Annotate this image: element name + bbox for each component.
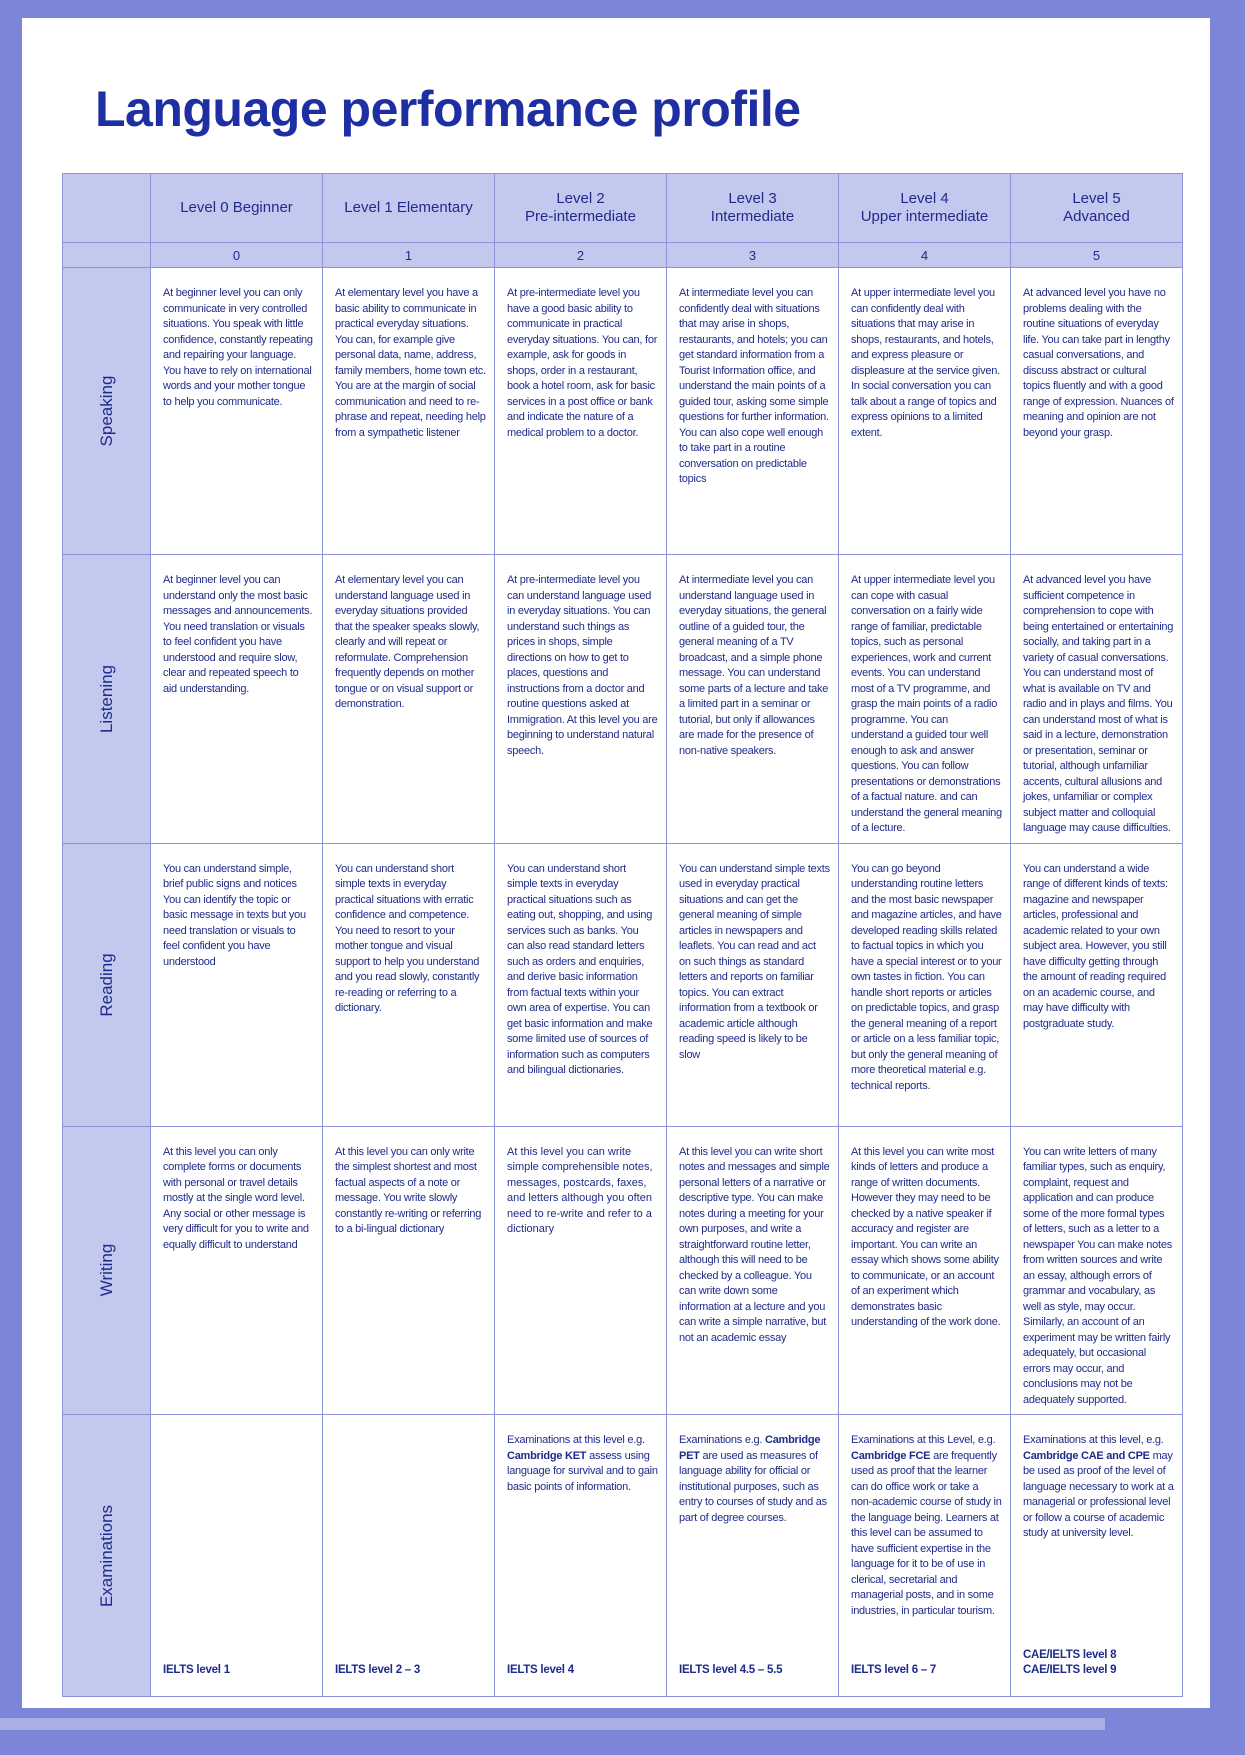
- row-label-speaking: [63, 268, 151, 555]
- level-title: Level 1 Elementary: [344, 199, 473, 216]
- row-label-examinations: [63, 1415, 151, 1697]
- level-number: 4: [839, 243, 1011, 268]
- ielts-level: IELTS level 4: [507, 1664, 574, 1676]
- cell-reading-3: You can understand simple texts used in everyday practical situations and can get the general meaning of simple articles in newspapers and leaflets. You can read and act on such things as standard letters and reports on familiar topics. You can extract information from a textbook or academic article although reading speed is likely to be slow: [667, 843, 839, 1126]
- exam-text: Examinations at this level e.g.: [507, 1434, 645, 1446]
- row-label-text: Examinations: [96, 1504, 116, 1607]
- ielts-level: IELTS level 6 – 7: [851, 1664, 937, 1676]
- profile-table: [62, 173, 1183, 1697]
- row-label-writing: [63, 1126, 151, 1415]
- cell-writing-1: At this level you can only write the simplest shortest and most factual aspects of a note or message. You write slowly constantly re-writing or referring to a bi-lingual dictionary: [323, 1126, 495, 1415]
- corner-cell: [63, 243, 151, 268]
- cell-exam-2: [495, 1415, 667, 1697]
- level-subtitle: Advanced: [1063, 208, 1130, 225]
- cell-listening-1: At elementary level you can understand language used in everyday situations provided that the speaker speaks slowly, clearly and will repeat or reformulate. Comprehension frequently depends on mother tongue or on visual support or demonstration.: [323, 555, 495, 844]
- cell-listening-4: At upper intermediate level you can cope with casual conversation on a fairly wide range of familiar, predictable topics, such as personal experiences, work and current events. You can understand most of a TV programme, and grasp the main points of a radio programme. You can understand a guided tour well enough to ask and answer questions. You can follow presentations or demonstrations of a factual nature. and can understand the general meaning of a lecture.: [839, 555, 1011, 844]
- cell-listening-5: At advanced level you have sufficient competence in comprehension to cope with being entertained or entertaining socially, and taking part in a variety of casual conversations. You can understand most of what is available on TV and radio and in plays and films. You can understand most of what is said in a lecture, demonstration or presentation, seminar or tutorial, although unfamiliar accents, cultural allusions and jokes, unfamiliar or complex subject matter and colloquial language may cause difficulties.: [1011, 555, 1183, 844]
- level-header-0: [151, 174, 323, 243]
- ielts-level: IELTS level 2 – 3: [335, 1664, 421, 1676]
- exam-name: Cambridge KET: [507, 1449, 587, 1462]
- cell-writing-2: At this level you can write simple comprehensible notes, messages, postcards, faxes, and letters although you often need to re-write and refer to a dictionary: [495, 1126, 667, 1415]
- level-number: 1: [323, 243, 495, 268]
- level-title: Level 2: [556, 190, 605, 207]
- cell-listening-3: At intermediate level you can understand language used in everyday situations, the general outline of a guided tour, the general meaning of a TV broadcast, and a simple phone message. You can understand some parts of a lecture and take a limited part in a seminar or tutorial, but only if allowances are made for the presence of non-native speakers.: [667, 555, 839, 844]
- level-number: 2: [495, 243, 667, 268]
- row-reading: [63, 843, 1183, 1126]
- bottom-strip: [0, 1718, 1105, 1730]
- cell-exam-5: [1011, 1415, 1183, 1697]
- exam-name: Cambridge PET: [679, 1434, 821, 1462]
- cell-writing-5: You can write letters of many familiar types, such as enquiry, complaint, request and application and can produce some of the more formal types of letters, such as a letter to a newspaper You can make notes from written sources and write an essay, although errors of grammar and vocabulary, as well as style, may occur. Similarly, an account of an experiment may be written fairly adequately, but occasional errors may occur, and conclusions may not be adequately supported.: [1011, 1126, 1183, 1415]
- exam-text: Examinations e.g.: [679, 1434, 765, 1446]
- cell-exam-3: [667, 1415, 839, 1697]
- page-edge-bottom: [0, 1708, 1245, 1755]
- ielts-level-line: CAE/IELTS level 9: [1023, 1664, 1117, 1676]
- page-title: Language performance profile: [95, 81, 801, 137]
- level-number: 3: [667, 243, 839, 268]
- cell-reading-2: You can understand short simple texts in everyday practical situations such as eating out, shopping, and using services such as banks. You can also read standard letters such as orders and enquiries, and derive basic information from factual texts within your own area of expertise. You can get basic information and make some limited use of sources of information such as computers and bilingual dictionaries.: [495, 843, 667, 1126]
- level-subtitle: Intermediate: [710, 208, 795, 225]
- cell-reading-1: You can understand short simple texts in everyday practical situations with erratic confidence and competence. You need to resort to your mother tongue and visual support to help you understand and you read slowly, constantly re-reading or referring to a dictionary.: [323, 843, 495, 1126]
- cell-listening-0: At beginner level you can understand only the most basic messages and announcements. You need translation or visuals to feel confident you have understood and require slow, clear and repeated speech to aid understanding.: [151, 555, 323, 844]
- cell-exam-1: [323, 1415, 495, 1697]
- cell-reading-0: You can understand simple, brief public signs and notices You can identify the topic or basic message in texts but you need translation or visuals to feel confident you have understood: [151, 843, 323, 1126]
- row-label-text: Speaking: [96, 375, 116, 447]
- row-label-reading: [63, 843, 151, 1126]
- cell-reading-5: You can understand a wide range of different kinds of texts: magazine and newspaper articles, professional and academic related to your own subject area. However, you still have difficulty getting through the amount of reading required on an academic course, and may have difficulty with postgraduate study.: [1011, 843, 1183, 1126]
- cell-listening-2: At pre-intermediate level you can understand language used in everyday situations. You can understand such things as prices in shops, simple directions on how to get to places, questions and instructions from a doctor and routine questions asked at Immigration. At this level you are beginning to understand natural speech.: [495, 555, 667, 844]
- exam-name: Cambridge FCE: [851, 1449, 931, 1462]
- cell-speaking-5: At advanced level you have no problems dealing with the routine situations of everyday life. You can take part in lengthy casual conversations, and discuss abstract or cultural topics fluently and with a good range of expression. Nuances of meaning and opinion are not beyond your grasp.: [1011, 268, 1183, 555]
- row-examinations: [63, 1415, 1183, 1697]
- row-speaking: [63, 268, 1183, 555]
- ielts-level: [1023, 1648, 1116, 1678]
- level-title: Level 4: [900, 190, 949, 207]
- row-listening: [63, 555, 1183, 844]
- level-title: Level 3: [728, 190, 777, 207]
- exam-text: Examinations at this Level, e.g.: [851, 1434, 996, 1446]
- page-edge-right: [1210, 40, 1245, 1755]
- level-header-1: [323, 174, 495, 243]
- cell-exam-4: [839, 1415, 1011, 1697]
- cell-exam-0: [151, 1415, 323, 1697]
- cell-speaking-4: At upper intermediate level you can confidently deal with situations that may arise in shops, restaurants, and hotels, and express pleasure or displeasure at the service given. In social conversation you can talk about a range of topics and express opinions to a limited extent.: [839, 268, 1011, 555]
- corner-cell: [63, 174, 151, 243]
- level-header-4: [839, 174, 1011, 243]
- cell-writing-0: At this level you can only complete forms or documents with personal or travel details mostly at the single word level. Any social or other message is very difficult for you to write and equally difficult to understand: [151, 1126, 323, 1415]
- level-header-3: [667, 174, 839, 243]
- row-writing: [63, 1126, 1183, 1415]
- cell-speaking-0: At beginner level you can only communicate in very controlled situations. You speak with little confidence, constantly repeating and repairing your language. You have to rely on international words and your mother tongue to help you communicate.: [151, 268, 323, 555]
- ielts-level-line: CAE/IELTS level 8: [1023, 1649, 1117, 1661]
- level-subtitle: Upper intermediate: [860, 208, 989, 225]
- level-header-row: [63, 174, 1183, 243]
- exam-text: are used as measures of language ability for official or institutional purposes, such as entry to courses of study and as part of degree courses.: [679, 1449, 827, 1524]
- level-title: Level 0 Beginner: [180, 199, 293, 216]
- exam-text: may be used as proof of the level of language necessary to work at a managerial or professional level or follow a course of academic study at university level.: [1023, 1449, 1174, 1539]
- cell-writing-3: At this level you can write short notes and messages and simple personal letters of a narrative or descriptive type. You can make notes during a meeting for your own purposes, and write a straightforward routine letter, although this will need to be checked by a colleague. You can write down some information at a lecture and you can write a simple narrative, but not an academic essay: [667, 1126, 839, 1415]
- ielts-level: IELTS level 4.5 – 5.5: [679, 1664, 783, 1676]
- cell-speaking-1: At elementary level you have a basic ability to communicate in practical everyday situations. You can, for example give personal data, name, address, family members, home town etc. You are at the margin of social communication and need to re-phrase and repeat, needing help from a sympathetic listener: [323, 268, 495, 555]
- level-header-5: [1011, 174, 1183, 243]
- exam-text: are frequently used as proof that the learner can do office work or take a non-academic course of study in the language being. Learners at this level can be assumed to have sufficient expertise in the language for it to be of use in clerical, secretarial and managerial posts, and in some industries, in particular tourism.: [851, 1449, 1002, 1617]
- level-subtitle: Pre-intermediate: [525, 208, 636, 225]
- exam-text: assess using language for survival and to gain basic points of information.: [507, 1449, 658, 1493]
- row-label-text: Writing: [96, 1243, 116, 1297]
- row-label-text: Listening: [96, 664, 116, 733]
- exam-text: Examinations at this level, e.g.: [1023, 1434, 1164, 1446]
- cell-speaking-3: At intermediate level you can confidently deal with situations that may arise in shops, restaurants, and hotels; you can get standard information from a Tourist Information office, and understand the main points of a guided tour, asking some simple questions for further information. You can also cope well enough to take part in a routine conversation on predictable topics: [667, 268, 839, 555]
- level-number: 5: [1011, 243, 1183, 268]
- level-number: 0: [151, 243, 323, 268]
- cell-writing-4: At this level you can write most kinds of letters and produce a range of written documents. However they may need to be checked by a native speaker if accuracy and register are important. You can write an essay which shows some ability to communicate, or an account of an experiment which demonstrates basic understanding of the work done.: [839, 1126, 1011, 1415]
- ielts-level: IELTS level 1: [163, 1664, 230, 1676]
- cell-speaking-2: At pre-intermediate level you have a good basic ability to communicate in practical everyday situations. You can, for example, ask for goods in shops, order in a restaurant, book a hotel room, ask for basic services in a post office or bank and indicate the nature of a medical problem to a doctor.: [495, 268, 667, 555]
- cell-reading-4: You can go beyond understanding routine letters and the most basic newspaper and magazine articles, and have developed reading skills related to factual topics in which you have a special interest or to your own tastes in fiction. You can handle short reports or articles on predictable topics, and grasp the general meaning of a report or article on a less familiar topic, but only the general meaning of more theoretical material e.g. technical reports.: [839, 843, 1011, 1126]
- exam-name: Cambridge CAE and CPE: [1023, 1449, 1150, 1462]
- level-header-2: [495, 174, 667, 243]
- level-number-row: [63, 243, 1183, 268]
- level-title: Level 5: [1072, 190, 1121, 207]
- row-label-text: Reading: [96, 952, 116, 1017]
- row-label-listening: [63, 555, 151, 844]
